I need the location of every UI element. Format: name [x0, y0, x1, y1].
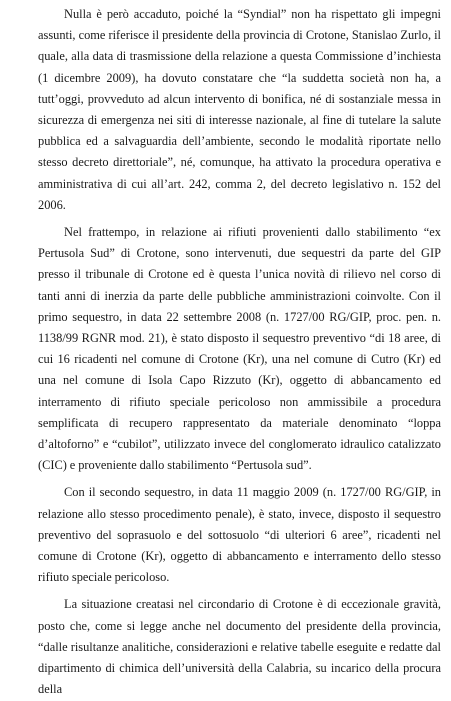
paragraph-secondo-sequestro: Con il secondo sequestro, in data 11 maggio 2009 (n. 1727/00 RG/GIP, in relazione allo stesso procedimento penale), è stato, invece, disposto il sequestro preventivo del soprasuolo e del sottosuolo “di ulteriori 6 aree”, ricadenti nel comune di Crotone (Kr), oggetto di abbancamento e interramento dello stesso rifiuto speciale pericoloso.	[38, 485, 441, 585]
paragraph-syndial: Nulla è però accaduto, poiché la “Syndial” non ha rispettato gli impegni assunti, come riferisce il presidente della provincia di Crotone, Stanislao Zurlo, il quale, alla data di trasmissione della relazione a questa Commissione d’inchiesta (1 dicembre 2009), ha dovuto constatare che “la suddetta società non ha, a tutt’oggi, provveduto ad alcun intervento di bonifica, né di sostanziale messa in sicurezza di emergenza nei siti di interesse nazionale, al fine di tutelare la salute pubblica ed a salvaguardia dell’ambiente, secondo le modalità riportate nello stesso decreto direttoriale”, né, comunque, ha attivato la procedura operativa e amministrativa di cui all’art. 242, comma 2, del decreto legislativo n. 152 del 2006.	[38, 7, 441, 212]
document-page	[38, 4, 441, 701]
paragraph-pertusola-sequestri: Nel frattempo, in relazione ai rifiuti provenienti dallo stabilimento “ex Pertusola Sud” di Crotone, sono intervenuti, due sequestri da parte del GIP presso il tribunale di Crotone ed è questa l’unica novità di rilievo nel corso di tanti anni di inerzia da parte delle pubbliche amministrazioni coinvolte. Con il primo sequestro, in data 22 settembre 2008 (n. 1727/00 RG/GIP, proc. pen. n. 1138/99 RGNR mod. 21), è stato disposto il sequestro preventivo “di 18 aree, di cui 16 ricadenti nel comune di Crotone (Kr), una nel comune di Cutro (Kr) ed una nel comune di Isola Capo Rizzuto (Kr), oggetto di abbancamento ed interramento di rifiuto speciale pericoloso non ammissibile a procedura semplificata di recupero rappresentato da materiale denominato “loppa d’altoforno” e “cubilot”, utilizzato invece del conglomerato idraulico catalizzato (CIC) e proveniente dallo stabilimento “Pertusola sud”.	[38, 225, 441, 473]
paragraph-situazione-crotone: La situazione creatasi nel circondario di Crotone è di eccezionale gravità, posto che, come si legge anche nel documento del presidente della provincia, “dalle risultanze analitiche, considerazioni e relative tabelle eseguite e redatte dal dipartimento di chimica dell’università della Calabria, su incarico della procura della	[38, 597, 441, 697]
